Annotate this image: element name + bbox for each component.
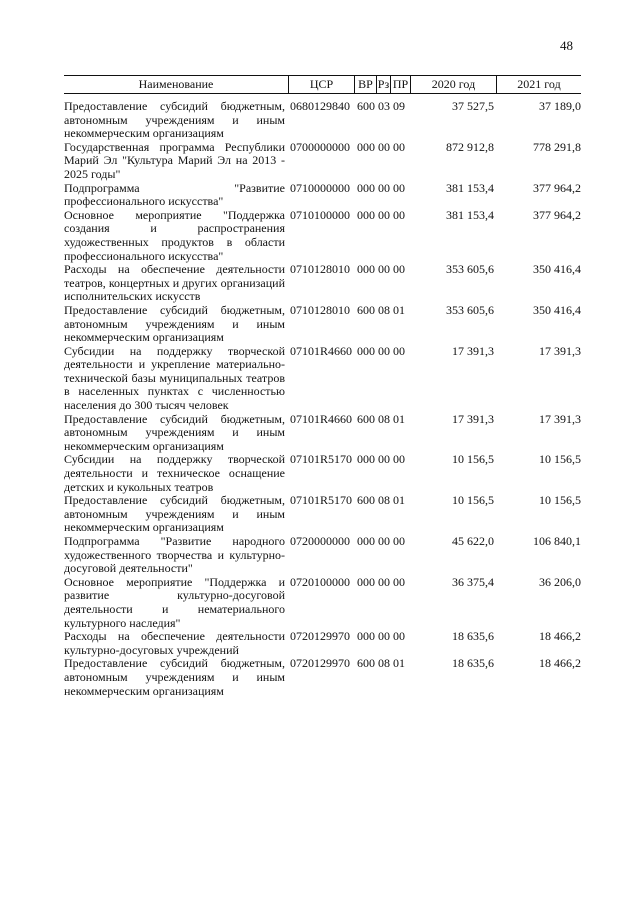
row-codes: 000 00 00: [357, 629, 405, 644]
row-codes: 600 03 09: [357, 99, 405, 113]
row-csr: 0710128010: [290, 262, 350, 277]
row-value-2020: 18 635,6: [452, 656, 494, 671]
row-value-2021: 18 466,2: [539, 656, 581, 671]
row-name: Расходы на обеспечение деятельности театров, концертных и других организаций исполнительских искусств: [64, 262, 285, 304]
row-name: Основное мероприятие "Поддержка создания и распространения художественных продуктов в области профессионального искусства": [64, 207, 285, 263]
row-value-2020: 36 375,4: [452, 574, 494, 589]
row-value-2020: 18 635,6: [452, 629, 494, 644]
row-value-2020: 381 153,4: [446, 180, 494, 195]
header-vr: ВР: [354, 76, 376, 93]
row-value-2021: 350 416,4: [533, 262, 581, 277]
table-row: [64, 494, 581, 535]
row-csr: 0710000000: [290, 180, 350, 195]
row-name: Подпрограмма "Развитие народного художественного творчества и культурно-досуговой деятельности": [64, 534, 285, 576]
row-codes: 600 08 01: [357, 302, 405, 317]
table-row: [64, 657, 581, 698]
row-csr: 0680129840: [290, 99, 350, 113]
row-codes: 600 08 01: [357, 493, 405, 508]
row-value-2020: 17 391,3: [452, 411, 494, 426]
header-name: Наименование: [138, 77, 214, 91]
table-row: [64, 413, 581, 454]
table-row: [64, 100, 581, 141]
row-codes: 600 08 01: [357, 656, 405, 671]
row-value-2021: 350 416,4: [533, 302, 581, 317]
row-csr: 07101R5170: [290, 452, 353, 467]
row-value-2021: 17 391,3: [539, 343, 581, 358]
row-value-2020: 10 156,5: [452, 493, 494, 508]
row-name: Предоставление субсидий бюджетным, автономным учреждениям и иным некоммерческим организациям: [64, 302, 285, 345]
row-value-2020: 45 622,0: [452, 534, 494, 548]
row-codes: 000 00 00: [357, 534, 405, 548]
row-name: Предоставление субсидий бюджетным, автономным учреждениям и иным некоммерческим организациям: [64, 99, 285, 141]
table-row: [64, 182, 581, 209]
table-body: [64, 94, 581, 698]
row-csr: 0710100000: [290, 207, 350, 222]
table-row: [64, 535, 581, 576]
table-row: [64, 630, 581, 657]
header-rz: Рз: [377, 77, 390, 91]
row-value-2021: 377 964,2: [533, 180, 581, 195]
row-codes: 000 00 00: [357, 207, 405, 222]
header-year-2020: 2020 год: [410, 76, 496, 93]
row-csr: 0700000000: [290, 139, 350, 154]
row-value-2021: 106 840,1: [533, 534, 581, 548]
row-value-2021: 10 156,5: [539, 452, 581, 467]
row-value-2020: 872 912,8: [446, 139, 494, 154]
row-value-2020: 353 605,6: [446, 302, 494, 317]
table-row: [64, 453, 581, 494]
row-value-2021: 37 189,0: [539, 99, 581, 113]
header-pr: ПР: [390, 76, 410, 93]
table-row: [64, 209, 581, 263]
row-codes: 000 00 00: [357, 262, 405, 277]
row-csr: 0720129970: [290, 629, 350, 644]
table-row: [64, 576, 581, 630]
row-csr: 0720129970: [290, 656, 350, 671]
row-name: Предоставление субсидий бюджетным, автономным учреждениям и иным некоммерческим организациям: [64, 411, 285, 453]
row-value-2020: 17 391,3: [452, 343, 494, 358]
row-codes: 000 00 00: [357, 139, 405, 154]
row-csr: 07101R4660: [290, 411, 353, 426]
row-name: Расходы на обеспечение деятельности культурно-досуговых учреждений: [64, 629, 285, 657]
row-value-2020: 381 153,4: [446, 207, 494, 222]
table-row: [64, 263, 581, 304]
table-header: [64, 75, 581, 94]
page-number: 48: [560, 38, 573, 53]
budget-table: [64, 75, 581, 698]
table-row: [64, 345, 581, 413]
row-codes: 000 00 00: [357, 574, 405, 589]
row-value-2021: 36 206,0: [539, 574, 581, 589]
row-codes: 000 00 00: [357, 452, 405, 467]
row-csr: 07101R5170: [290, 493, 353, 508]
row-codes: 000 00 00: [357, 180, 405, 195]
row-name: Предоставление субсидий бюджетным, автономным учреждениям и иным некоммерческим организациям: [64, 656, 285, 698]
row-value-2020: 353 605,6: [446, 262, 494, 277]
row-value-2021: 17 391,3: [539, 411, 581, 426]
header-year-2021: 2021 год: [496, 76, 581, 93]
row-name: Подпрограмма "Развитие профессионального искусства": [64, 180, 285, 209]
row-name: Предоставление субсидий бюджетным, автономным учреждениям и иным некоммерческим организациям: [64, 493, 285, 535]
row-csr: 07101R4660: [290, 343, 353, 358]
row-csr: 0710128010: [290, 302, 350, 317]
table-row: [64, 141, 581, 182]
row-value-2020: 37 527,5: [452, 99, 494, 113]
row-codes: 600 08 01: [357, 411, 405, 426]
row-value-2021: 377 964,2: [533, 207, 581, 222]
row-name: Основное мероприятие "Поддержка и развитие культурно-досуговой деятельности и нематериального культурного наследия": [64, 574, 285, 630]
row-csr: 0720000000: [290, 534, 350, 548]
row-csr: 0720100000: [290, 574, 350, 589]
row-value-2020: 10 156,5: [452, 452, 494, 467]
row-value-2021: 18 466,2: [539, 629, 581, 644]
row-name: Государственная программа Республики Марий Эл "Культура Марий Эл на 2013 - 2025 годы": [64, 139, 285, 181]
row-name: Субсидии на поддержку творческой деятельности и техническое оснащение детских и кукольных театров: [64, 452, 285, 494]
row-value-2021: 10 156,5: [539, 493, 581, 508]
row-codes: 000 00 00: [357, 343, 405, 358]
header-csr: ЦСР: [288, 76, 354, 93]
row-name: Субсидии на поддержку творческой деятельности и укрепление материально-технической базы муниципальных театров в населенных пунктах с численностью населения до 300 тысяч человек: [64, 343, 285, 413]
row-value-2021: 778 291,8: [533, 139, 581, 154]
table-row: [64, 304, 581, 345]
